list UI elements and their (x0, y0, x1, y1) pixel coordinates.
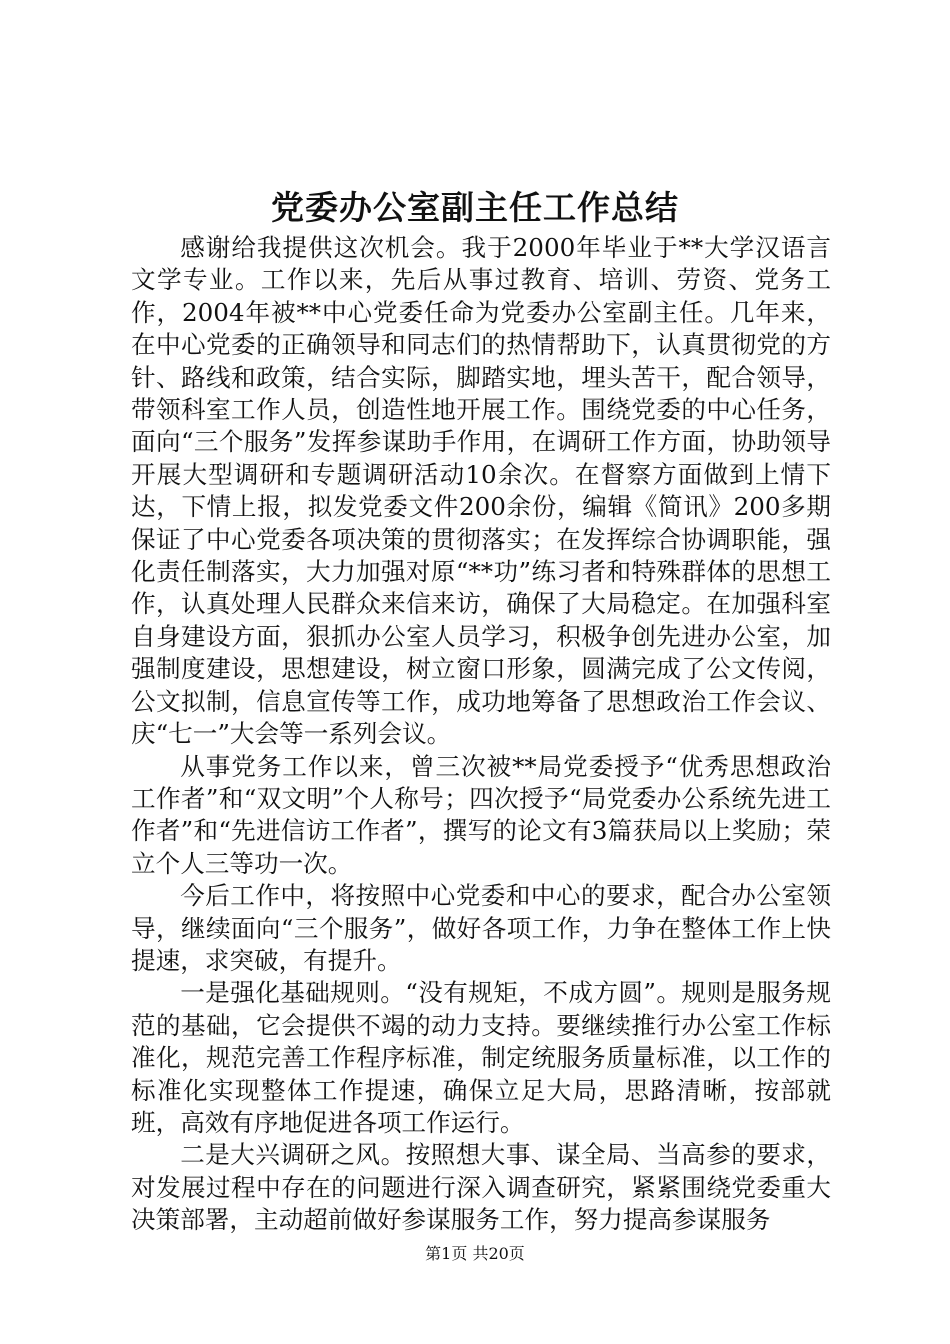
paragraph-intro: 感谢给我提供这次机会。我于2000年毕业于**大学汉语言文学专业。工作以来，先后从事过教育、培训、劳资、党务工作，2004年被**中心党委任命为党委办公室副主任。几年来，在中心党委的正确领导和同志们的热情帮助下，认真贯彻党的方针、路线和政策，结合实际，脚踏实地，埋头苦干，配合领导，带领科室工作人员，创造性地开展工作。围绕党委的中心任务，面向“三个服务”发挥参谋助手作用，在调研工作方面，协助领导开展大型调研和专题调研活动10余次。在督察方面做到上情下达，下情上报，拟发党委文件200余份，编辑《简讯》200多期保证了中心党委各项决策的贯彻落实；在发挥综合协调职能，强化责任制落实，大力加强对原“**功”练习者和特殊群体的思想工作，认真处理人民群众来信来访，确保了大局稳定。在加强科室自身建设方面，狠抓办公室人员学习，积极争创先进办公室，加强制度建设，思想建设，树立窗口形象，圆满完成了公文传阅，公文拟制，信息宣传等工作，成功地筹备了思想政治工作会议、庆“七一”大会等一系列会议。 (131, 233, 831, 749)
page-number-footer: 第1页 共20页 (425, 1244, 525, 1263)
paragraph-point-one: 一是强化基础规则。“没有规矩，不成方圆”。规则是服务规范的基础，它会提供不竭的动力支持。要继续推行办公室工作标准化，规范完善工作程序标准，制定统服务质量标准，以工作的标准化实现整体工作提速，确保立足大局，思路清晰，按部就班，高效有序地促进各项工作运行。 (131, 978, 831, 1137)
paragraph-honors: 从事党务工作以来，曾三次被**局党委授予“优秀思想政治工作者”和“双文明”个人称号；四次授予“局党委办公系统先进工作者”和“先进信访工作者”，撰写的论文有3篇获局以上奖励；荣立个人三等功一次。 (131, 751, 831, 878)
document-body (131, 232, 831, 1237)
document-title: 党委办公室副主任工作总结 (271, 188, 679, 227)
paragraph-point-two: 二是大兴调研之风。按照想大事、谋全局、当高参的要求，对发展过程中存在的问题进行深入调查研究，紧紧围绕党委重大决策部署，主动超前做好参谋服务工作，努力提高参谋服务 (131, 1140, 831, 1235)
paragraph-future-work: 今后工作中，将按照中心党委和中心的要求，配合办公室领导，继续面向“三个服务”，做好各项工作，力争在整体工作上快提速，求突破，有提升。 (131, 881, 831, 975)
